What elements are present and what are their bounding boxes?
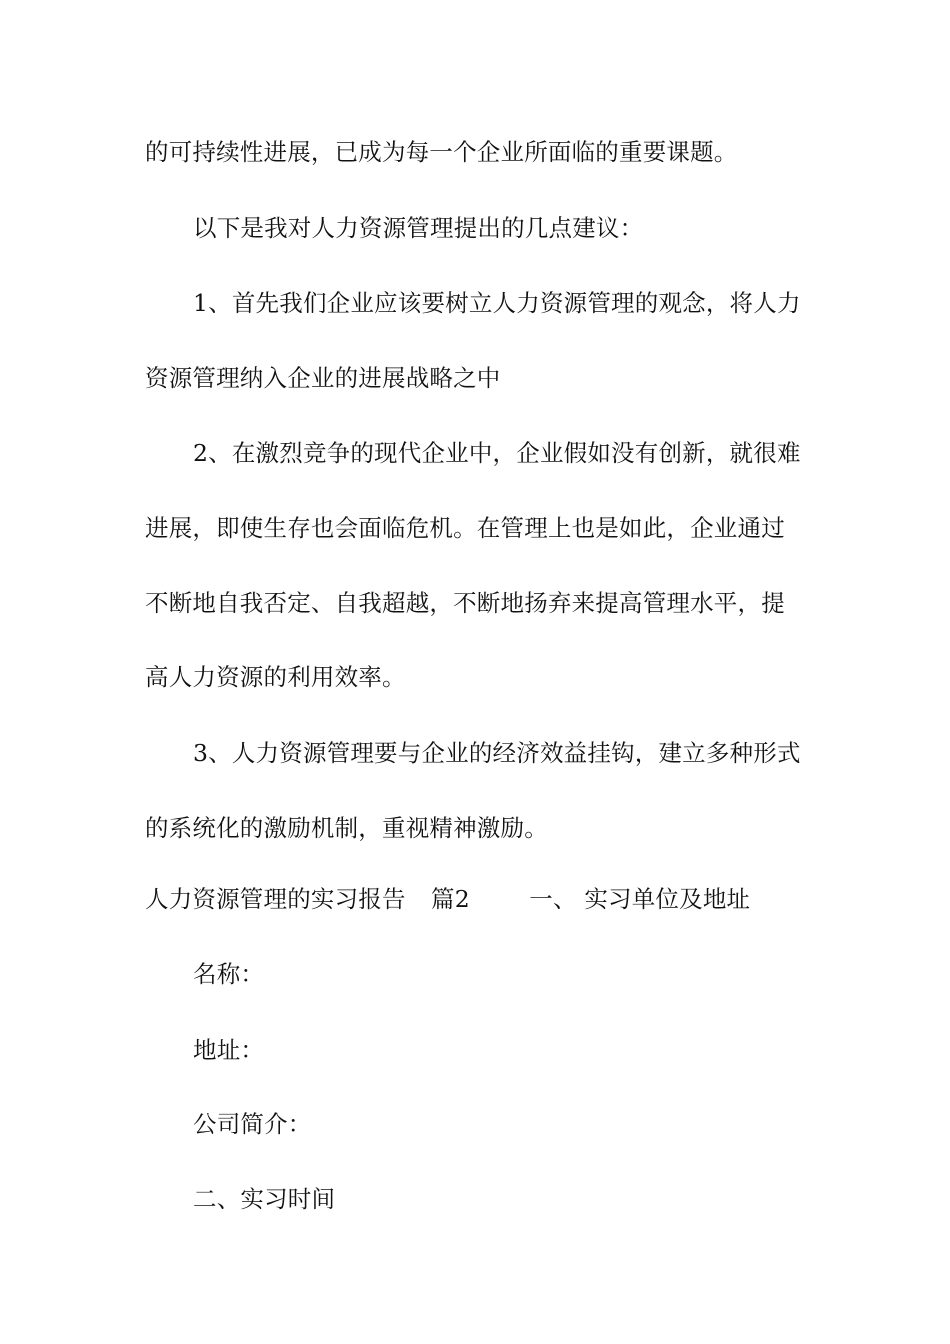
paragraph-line: 的可持续性进展，已成为每一个企业所面临的重要课题。 xyxy=(145,138,738,166)
company-intro-label: 公司简介： xyxy=(193,1110,312,1138)
name-label: 名称： xyxy=(193,960,265,988)
address-label: 地址： xyxy=(193,1036,265,1064)
section-header-line xyxy=(145,883,825,915)
section-part: 篇2 xyxy=(431,885,470,913)
paragraph-line: 资源管理纳入企业的进展战略之中 xyxy=(145,364,501,392)
paragraph-line: 不断地自我否定、自我超越，不断地扬弃来提高管理水平，提 xyxy=(145,589,785,617)
paragraph-line: 3、人力资源管理要与企业的经济效益挂钩，建立多种形式 xyxy=(193,739,801,767)
section-title: 人力资源管理的实习报告 xyxy=(145,885,406,913)
paragraph-line: 高人力资源的利用效率。 xyxy=(145,663,406,691)
paragraph-line: 2、在激烈竞争的现代企业中，企业假如没有创新，就很难 xyxy=(193,439,801,467)
paragraph-line: 进展，即使生存也会面临危机。在管理上也是如此，企业通过 xyxy=(145,514,785,542)
paragraph-line: 的系统化的激励机制，重视精神激励。 xyxy=(145,814,548,842)
paragraph-line: 1、首先我们企业应该要树立人力资源管理的观念，将人力 xyxy=(193,289,801,317)
paragraph-line: 以下是我对人力资源管理提出的几点建议： xyxy=(193,214,644,242)
section2-heading: 二、实习时间 xyxy=(193,1185,336,1213)
section-heading: 一、 实习单位及地址 xyxy=(529,885,751,913)
